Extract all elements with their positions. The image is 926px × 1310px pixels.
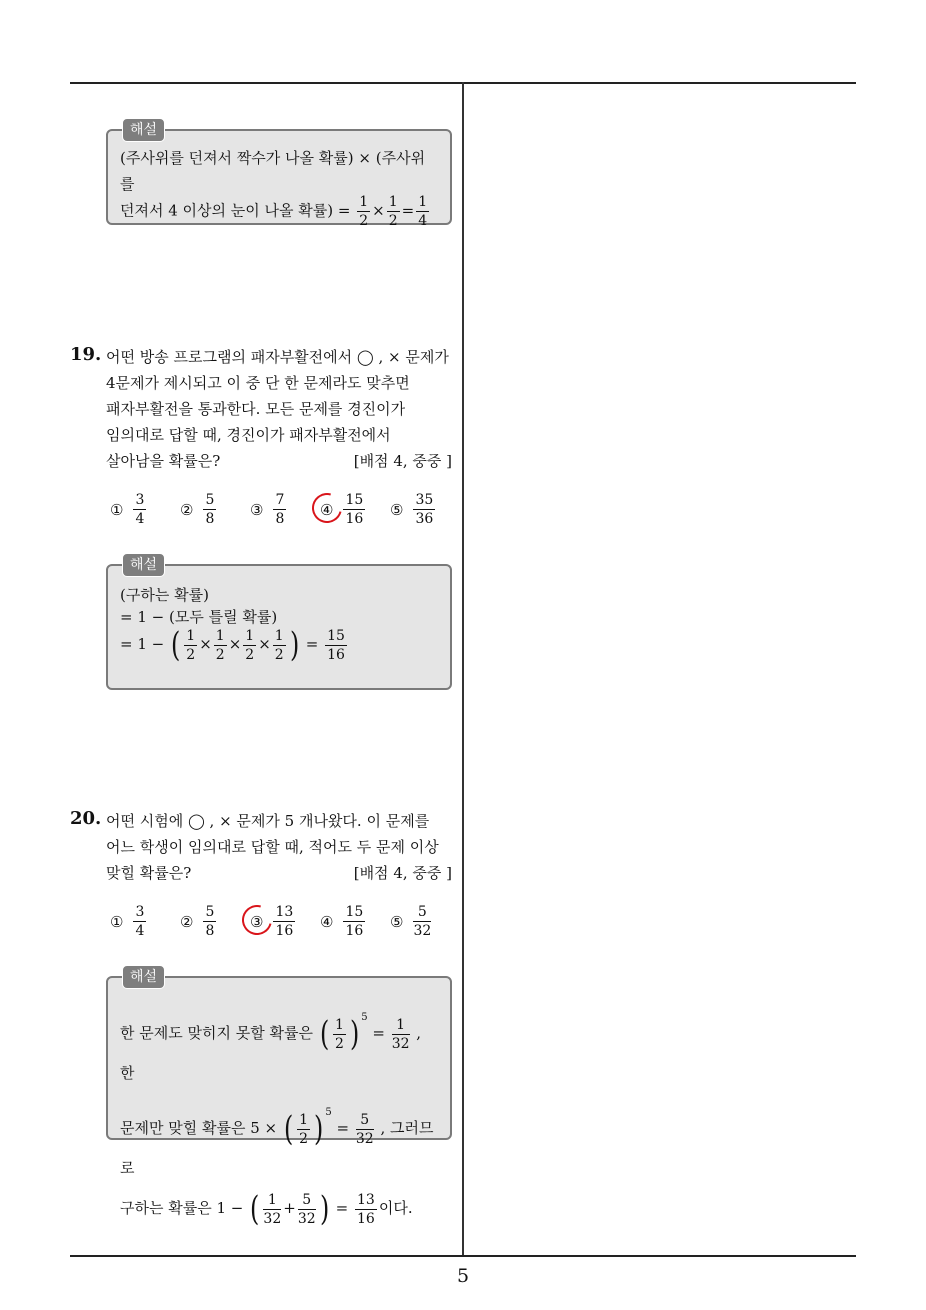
question-line: 어떤 방송 프로그램의 패자부활전에서 ◯ , × 문제가: [106, 348, 449, 366]
question-line: 어느 학생이 임의대로 답할 때, 적어도 두 문제 이상: [106, 838, 439, 856]
solution-line: 문제만 맞힐 확률은 5 × ( $\frac{1}{2}$ ) $^5$ = $\frac{5}{32}$ , 그러므로: [120, 1107, 434, 1177]
fraction: $\frac{5}{32}$: [297, 1191, 316, 1227]
choice-5[interactable]: [390, 493, 437, 526]
choice-2[interactable]: [180, 493, 218, 526]
answer-choices-19: [106, 493, 452, 537]
fraction: $\frac{35}{36}$: [415, 492, 434, 527]
solution-box-20: [106, 969, 452, 1229]
fraction: $\frac{1}{32}$: [263, 1191, 282, 1227]
exponent: 5: [361, 1012, 368, 1023]
choice-1[interactable]: [110, 493, 148, 526]
solution-box-18: [106, 122, 452, 229]
question-number: 20.: [70, 808, 102, 829]
choice-mark: ⑤: [390, 500, 404, 519]
fraction: $\frac{1}{2}$: [359, 194, 369, 229]
fraction: $\frac{5}{8}$: [205, 492, 215, 527]
fraction: $\frac{3}{4}$: [135, 492, 145, 527]
fraction: $\frac{7}{8}$: [275, 492, 285, 527]
score-label: [배점 4, 중중 ]: [353, 864, 452, 882]
choice-2[interactable]: [180, 905, 218, 938]
question-text: 맞힐 확률은?: [106, 864, 192, 882]
question-line: [106, 860, 452, 886]
fraction: $\frac{1}{2}$: [245, 627, 255, 663]
solution-text: , 그러므로: [120, 1119, 434, 1177]
choice-4[interactable]: [320, 493, 367, 526]
question-20-text: [106, 808, 452, 886]
exponent: 5: [325, 1107, 332, 1118]
page-number: 5: [456, 1265, 470, 1287]
footer-rule: [70, 1255, 856, 1257]
solution-text: , 한: [120, 1024, 422, 1082]
answer-circle-icon: [307, 487, 348, 528]
solution-tag: 해설: [122, 553, 165, 577]
choice-4[interactable]: [320, 905, 367, 938]
choice-mark: ②: [180, 500, 194, 519]
question-number: 19.: [70, 344, 102, 365]
fraction: $\frac{3}{4}$: [135, 904, 145, 939]
fraction: $\frac{1}{2}$: [186, 627, 196, 663]
fraction: $\frac{1}{4}$: [418, 194, 428, 229]
fraction: $\frac{1}{2}$: [299, 1111, 309, 1147]
solution-line: 한 문제도 맞히지 못할 확률은 ( $\frac{1}{2}$ ) $^5$ = $\frac{1}{32}$ , 한: [120, 1012, 422, 1082]
question-line: 어떤 시험에 ◯ , × 문제가 5 개나왔다. 이 문제를: [106, 812, 430, 830]
fraction: $\frac{5}{32}$: [413, 904, 432, 939]
choice-mark: ③: [250, 500, 264, 519]
fraction: $\frac{5}{8}$: [205, 904, 215, 939]
answer-circle-icon: [237, 899, 278, 940]
fraction: $\frac{1}{2}$: [388, 194, 398, 229]
question-line: [106, 448, 452, 474]
question-19-text: [106, 344, 452, 474]
solution-text: = 1 −: [120, 635, 165, 653]
column-divider: [462, 82, 464, 1257]
solution-line: 던져서 4 이상의 눈이 나올 확률) = $\frac{1}{2}$ × $\frac{1}{2}$ = $\frac{1}{4}$: [120, 194, 428, 229]
solution-line: = 1 − ( $\frac{1}{2}$ × $\frac{1}{2}$ × $\frac{1}{2}$ × $\frac{1}{2}$ ) = $\frac{15}{16}$: [120, 625, 345, 665]
solution-tag: 해설: [122, 965, 165, 989]
choice-3[interactable]: [250, 905, 297, 938]
question-line: 패자부활전을 통과한다. 모든 문제를 경진이가: [106, 400, 406, 418]
fraction: $\frac{15}{16}$: [327, 627, 345, 663]
question-text: 살아남을 확률은?: [106, 452, 221, 470]
choice-mark: ⑤: [390, 912, 404, 931]
solution-line: (주사위를 던져서 짝수가 나올 확률) × (주사위를: [120, 149, 426, 193]
solution-line: (구하는 확률): [120, 586, 209, 604]
question-line: 4문제가 제시되고 이 중 단 한 문제라도 맞추면: [106, 374, 410, 392]
fraction: $\frac{15}{16}$: [345, 904, 364, 939]
solution-text: 이다.: [378, 1199, 413, 1217]
fraction: $\frac{13}{16}$: [275, 904, 294, 939]
solution-line: 구하는 확률은 1 − ( $\frac{1}{32}$ + $\frac{5}{32}$ ) = $\frac{13}{16}$ 이다.: [120, 1189, 413, 1229]
solution-text: 구하는 확률은 1 −: [120, 1199, 244, 1217]
choice-mark: ④: [320, 501, 333, 519]
solution-line: = 1 − (모두 틀릴 확률): [120, 608, 278, 626]
solution-text: 한 문제도 맞히지 못할 확률은: [120, 1024, 313, 1042]
choice-mark: ①: [110, 912, 124, 931]
fraction: $\frac{1}{2}$: [215, 627, 225, 663]
choice-1[interactable]: [110, 905, 148, 938]
solution-tag: 해설: [122, 118, 165, 142]
fraction: $\frac{13}{16}$: [357, 1191, 375, 1227]
answer-choices-20: [106, 905, 452, 949]
fraction: $\frac{15}{16}$: [345, 492, 364, 527]
choice-mark: ③: [250, 913, 263, 931]
fraction: $\frac{1}{32}$: [391, 1016, 410, 1052]
fraction: $\frac{5}{32}$: [355, 1111, 374, 1147]
solution-text: 문제만 맞힐 확률은 5 ×: [120, 1119, 278, 1137]
solution-text: 던져서 4 이상의 눈이 나올 확률) =: [120, 201, 351, 220]
fraction: $\frac{1}{2}$: [335, 1016, 344, 1052]
choice-5[interactable]: [390, 905, 433, 938]
fraction: $\frac{1}{2}$: [274, 627, 284, 663]
score-label: [배점 4, 중중 ]: [353, 452, 452, 470]
choice-mark: ④: [320, 912, 334, 931]
choice-mark: ①: [110, 500, 124, 519]
question-line: 임의대로 답할 때, 경진이가 패자부활전에서: [106, 426, 391, 444]
choice-3[interactable]: [250, 493, 288, 526]
choice-mark: ②: [180, 912, 194, 931]
solution-box-19: [106, 557, 452, 690]
